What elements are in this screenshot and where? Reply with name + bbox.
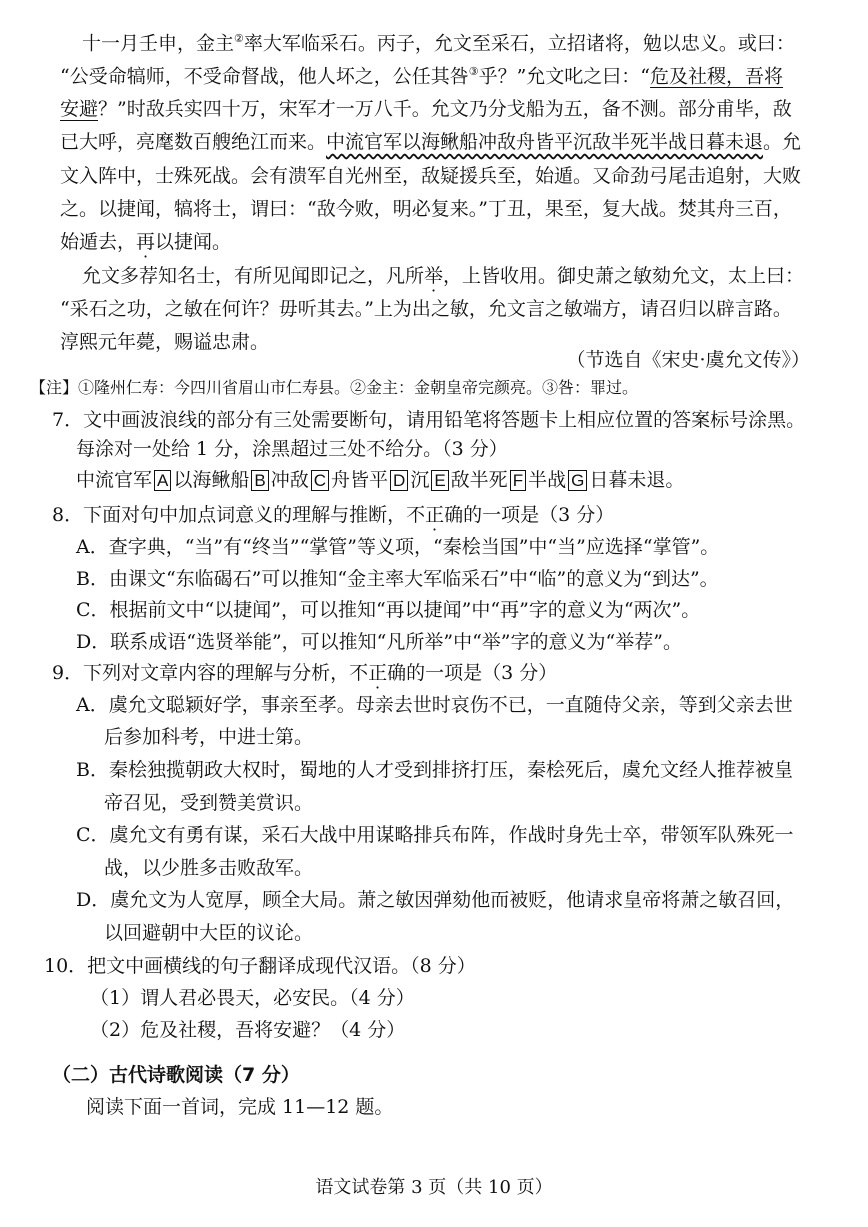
question-9-option: B．秦桧独揽朝政大权时，蜀地的人才受到排挤打压，秦桧死后，虞允文经人推荐被皇 <box>76 759 793 781</box>
underlined-sentence: 安避 <box>60 98 99 120</box>
question-8-option: A．查字典，“当”有“终当”“掌管”等义项，“秦桧当国”中“当”应选择“掌管”。 <box>76 536 720 558</box>
question-8-option: B．由课文“东临碣石”可以推知“金主率大军临采石”中“临”的意义为“到达”。 <box>76 568 719 590</box>
dotted-emphasis: 不正确 <box>406 504 464 526</box>
question-9-option-cont: 战，以少胜多击败敌军。 <box>104 857 314 879</box>
passage-line: 安避？”时敌兵实四十万，宋军才一万八千。允文乃分戈船为五，备不测。部分甫毕，敌 <box>60 98 792 120</box>
question-9-option-cont: 后参加科考，中进士第。 <box>104 726 314 748</box>
passage-line: 淳熙元年薨，赐谥忠肃。 <box>60 331 270 353</box>
answer-box: G <box>568 470 587 491</box>
question-9-stem: 9．下列对文章内容的理解与分析，不正确的一项是（3 分） <box>52 662 558 684</box>
section-heading: （二）古代诗歌阅读（7 分） <box>52 1064 300 1086</box>
passage-line: “公受命犒师，不受命督战，他人坏之，公任其咎③乎？”允文叱之曰：“危及社稷，吾将 <box>60 65 784 88</box>
question-9-option-cont: 帝召见，受到赞美赏识。 <box>104 792 314 814</box>
passage-line: 已大呼，亮麾数百艘绝江而来。中流官军以海鳅船冲敌舟皆平沉敌半死半战日暮未退。允 <box>60 131 802 153</box>
passage-line: 文入阵中，士殊死战。会有溃军自光州至，敌疑援兵至，始遁。又命劲弓尾击追射，大败 <box>60 165 802 187</box>
dotted-char: 再 <box>136 231 156 253</box>
answer-box: E <box>431 470 448 491</box>
answer-box: C <box>311 470 329 491</box>
question-10-item: （1）谓人君必畏天，必安民。（4 分） <box>90 987 415 1009</box>
answer-box: A <box>154 470 171 491</box>
passage-line: “采石之功，之敏在何许？毋听其去。”上为出之敏，允文言之敏端方，请召归以辟言路。 <box>60 298 792 320</box>
question-9-option: A．虞允文聪颖好学，事亲至孝。母亲去世时哀伤不已，一直随侍父亲，等到父亲去世 <box>76 694 793 716</box>
question-8-stem: 8．下面对句中加点词意义的理解与推断，不正确的一项是（3 分） <box>52 504 615 526</box>
question-9-option: D．虞允文为人宽厚，顾全大局。萧之敏因弹劾他而被贬，他请求皇帝将萧之敏召回， <box>76 889 795 911</box>
question-10-item: （2）危及社稷，吾将安避？（4 分） <box>90 1019 406 1041</box>
passage-line: 十一月壬申，金主②率大军临采石。丙子，允文至采石，立招诸将，勉以忠义。或曰： <box>82 32 795 55</box>
annotation-note: 【注】①隆州仁寿：今四川省眉山市仁寿县。②金主：金朝皇帝完颜亮。③咎：罪过。 <box>30 378 639 397</box>
question-8-option: C．根据前文中“以捷闻”，可以推知“再以捷闻”中“再”字的意义为“两次”。 <box>76 599 701 621</box>
question-9-option: C．虞允文有勇有谋，采石大战中用谋略排兵布阵，作战时身先士卒，带领军队殊死一 <box>76 824 794 846</box>
underlined-sentence: 危及社稷，吾将 <box>650 65 784 88</box>
question-7-stem: 每涂对一处给 1 分，涂黑超过三处不给分。（3 分） <box>76 438 508 460</box>
page-footer: 语文试卷第 3 页（共 10 页） <box>315 1177 553 1198</box>
question-7-segments: 中流官军 A 以海鳅船 B 冲敌 C 舟皆平 D 沉 E 敌半死 F 半战 G 日暮未退。 <box>76 469 685 491</box>
answer-box: F <box>510 470 526 491</box>
passage-source: （节选自《宋史·虞允文传》） <box>566 349 810 371</box>
answer-box: D <box>390 470 408 491</box>
passage-line: 始遁去，再以捷闻。 <box>60 231 232 253</box>
question-7-stem: 7．文中画波浪线的部分有三处需要断句，请用铅笔将答题卡上相应位置的答案标号涂黑。 <box>52 409 806 431</box>
question-8-option: D．联系成语“选贤举能”，可以推知“凡所举”中“举”字的意义为“举荐”。 <box>76 631 682 653</box>
answer-box: B <box>251 470 268 491</box>
dotted-emphasis: 不正确 <box>349 662 407 684</box>
wavy-underlined-sentence: 中流官军以海鳅船冲敌舟皆平沉敌半死半战日暮未退 <box>326 131 764 153</box>
section-intro: 阅读下面一首词，完成 11—12 题。 <box>86 1096 394 1118</box>
question-10-stem: 10．把文中画横线的句子翻译成现代汉语。（8 分） <box>44 955 476 977</box>
passage-line: 之。以捷闻，犒将士，谓曰：“敌今败，明必复来。”丁丑，果至，复大战。焚其舟三百， <box>60 198 792 220</box>
passage-line: 允文多荐知名士，有所见闻即记之，凡所举，上皆收用。御史萧之敏劾允文，太上曰： <box>82 265 805 287</box>
dotted-char: 举 <box>424 265 444 287</box>
question-9-option-cont: 以回避朝中大臣的议论。 <box>104 922 314 944</box>
